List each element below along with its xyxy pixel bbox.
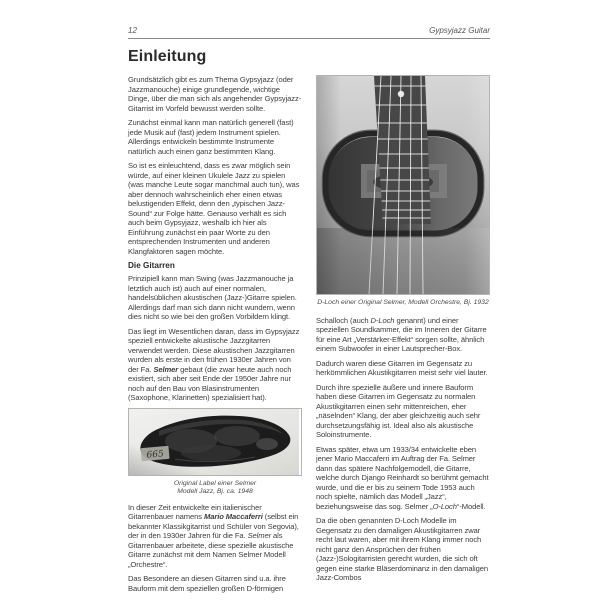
guitar-photo-image: [317, 76, 489, 294]
text-run-dloch-italic: D-Loch: [370, 315, 395, 325]
text-run: Das liegt im Wesentlichen daran, dass im Gypsyjazz speziell entwickelte akustische Jazzgitarren verwendet werden. Diese akustischen Jazzgitarren wurden als erste in den frühen 1930er Jahren von der Fa.: [128, 326, 300, 374]
text-run-selmer: Selmer: [153, 364, 179, 374]
text-run: “-Modell.: [456, 501, 486, 511]
page-content: [128, 26, 490, 598]
paragraph: [316, 316, 490, 354]
text-run: gebaut (die zwar heute auch noch existiert, sich aber seit Ende der 1950er Jahre nur noch auf den Bau von Blasinstrumenten (Saxophone, Klarinetten) spezialisiert hat).: [128, 364, 292, 402]
paragraph: So ist es einleuchtend, dass es zwar möglich sein würde, auf einer kleinen Ukulele Jazz zu spielen (was manche Leute sogar manchmal auch tun), was aber dennoch wahrscheinlich eher einen etwas belustigenden Effekt, denn den „typischen Jazz-Sound“ zur Folge hätte. Genauso verhält es sich auch beim Gypsyjazz, weshalb ich hier als Einführung zunächst ein paar Worte zu den entsprechenden Instrumenten und anderen Klangfaktoren sagen möchte.: [128, 161, 300, 256]
text-run: Schalloch (auch: [316, 315, 371, 325]
paragraph: Prinzipiell kann man Swing (was Jazzmanouche ja letztlich auch ist) auch auf einer normalen, handelsüblichen akustischen (Jazz-)Gitarre spielen. Allerdings darf man sich dann nicht wundern, wenn dies nicht so wie bei den großen Vorbildern klingt.: [128, 274, 297, 321]
paragraph: Zunächst einmal kann man natürlich generell (fast) jede Musik auf (fast) jedem Instrument spielen. Allerdings entwickeln bestimmte Instrumente natürlich auch einen ganz bestimmten Klang.: [128, 118, 294, 156]
subheading-die-gitarren: Die Gitarren: [128, 261, 175, 270]
label-photo-caption: [128, 480, 302, 497]
running-header: [128, 26, 490, 36]
label-plate-number: 665: [146, 448, 165, 461]
paragraph: Durch ihre spezielle äußere und innere Bauform haben diese Gitarren im Gegensatz zu normalen Akustikgitarren einen sehr mittenreichen, eher „näselnden“ Klang, der aber gleichzeitig auch sehr durchsetzungsfähig ist. Ideal also als akustische Soloinstrumente.: [316, 382, 481, 440]
caption-line: Modell Jazz, Bj. ca. 1948: [177, 488, 253, 496]
paragraph: Grundsätzlich gibt es zum Thema Gypsyjazz (oder Jazzmanouche) einige grundlegende, wichtige Dinge, über die man sich als angehender Gypsyjazz-Gitarrist im Vorfeld bewusst werden sollte.: [128, 75, 302, 113]
label-photo-image: [129, 409, 299, 475]
text-run-maccaferri: Mario Maccaferri: [204, 512, 263, 522]
guitar-photo-figure: [316, 75, 490, 308]
text-run: (selbst ein bekannter Klassikgitarrist und Schüler von Segovia), der in den 1930er Jahren für die Fa.: [128, 512, 299, 541]
label-photo: [128, 408, 302, 476]
two-column-layout: [128, 75, 490, 598]
label-photo-figure: [128, 408, 302, 497]
left-column: [128, 75, 302, 598]
paragraph: [128, 503, 302, 570]
paragraph: Da die oben genannten D-Loch Modelle im Gegensatz zu den damaligen Akustikgitarren zwar recht laut waren, aber mit ihrem Klang immer noch nicht ganz den Ansprüchen der frühen (Jazz-)Sologitarristen gerecht wurden, die sich oft gegen eine starke Bläserdominanz in den damaligen Jazz-Combos: [316, 516, 488, 583]
text-run: genannt) und einer speziellen Soundkammer, die im Inneren der Gitarre für eine Art „Verstärker-Effekt“ sorgen sollte, ähnlich einem Subwoofer in einer Lautsprecher-Box.: [316, 315, 487, 354]
page-number: 12: [128, 26, 137, 35]
page-title: Einleitung: [128, 48, 207, 65]
text-run: Etwas später, etwa um 1933/34 entwickelte eben jener Mario Maccaferri im Auftrag der Fa. Selmer dann das spätere Nachfolgemodell, die Gitarre, welche durch Django Reinhardt so berühmt gemacht wurde, und die er bis zu seinem Tode 1953 auch noch spielte, nämlich das Modell „Jazz“, beziehungsweise das sog. Selmer „: [316, 444, 489, 511]
right-column: [316, 75, 490, 598]
text-run: In dieser Zeit entwickelte ein italienischer Gitarrenbauer namens: [128, 502, 262, 522]
header-rule: [128, 38, 490, 39]
guitar-photo-caption: D-Loch einer Original Selmer, Modell Orchestre, Bj. 1932: [317, 299, 489, 306]
caption-line: Original Label einer Selmer: [173, 479, 257, 487]
paragraph: [128, 327, 302, 403]
text-run-selmer-italic: Selmer: [247, 531, 272, 541]
running-title: Gypsyjazz Guitar: [429, 26, 490, 35]
guitar-photo: [316, 75, 490, 295]
paragraph: Dadurch waren diese Gitarren im Gegensatz zu herkömmlichen Akustikgitarren meist sehr viel lauter.: [316, 358, 488, 378]
paragraph: Das Besondere an diesen Gitarren sind u.a. ihre Bauform mit dem speziellen großen D-förmigen: [128, 574, 286, 593]
paragraph: [316, 445, 490, 512]
text-run: als Gitarrenbauer arbeitete, diese spezielle akustische Gitarre zunächst mit dem Namen Selmer Modell „Orchestre“.: [128, 531, 294, 569]
text-run-oloch-italic: O-Loch: [432, 501, 457, 511]
